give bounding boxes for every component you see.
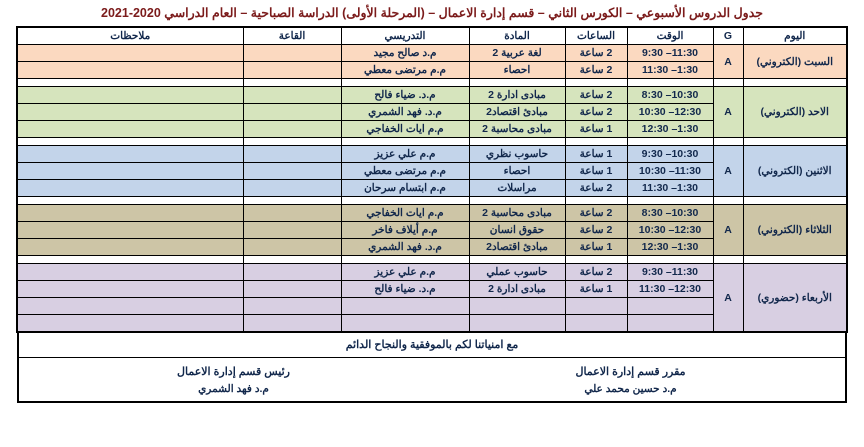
spacer-cell — [713, 256, 743, 264]
cell-teacher: م.م علي عزيز — [341, 146, 469, 163]
cell-time: 11:30 –1:30 — [627, 62, 713, 79]
header-subject: المادة — [469, 27, 565, 45]
spacer-cell — [743, 197, 847, 205]
cell-notes — [17, 264, 243, 281]
cell-notes — [17, 180, 243, 197]
cell-hours: 2 ساعة — [565, 264, 627, 281]
cell-notes — [17, 315, 243, 333]
cell-hall — [243, 45, 341, 62]
cell-hours: 1 ساعة — [565, 121, 627, 138]
cell-hours: 2 ساعة — [565, 45, 627, 62]
header-time: الوقت — [627, 27, 713, 45]
day-name-cell: الثلاثاء (الكتروني) — [743, 205, 847, 256]
spacer-cell — [17, 256, 243, 264]
cell-hall — [243, 205, 341, 222]
cell-hours: 2 ساعة — [565, 180, 627, 197]
cell-teacher: م.د. فهد الشمري — [341, 104, 469, 121]
cell-teacher: م.د صالح مجيد — [341, 45, 469, 62]
group-cell: A — [713, 87, 743, 138]
day-name-cell: الاحد (الكتروني) — [743, 87, 847, 138]
cell-notes — [17, 121, 243, 138]
spacer-cell — [565, 79, 627, 87]
table-row — [17, 87, 847, 104]
cell-notes — [17, 222, 243, 239]
footer-right-title: مقرر قسم إدارة الاعمال — [575, 366, 686, 378]
cell-notes — [17, 205, 243, 222]
cell-teacher: م.م أيلاف فاخر — [341, 222, 469, 239]
footer-signatures — [19, 358, 845, 401]
table-row — [17, 45, 847, 62]
cell-hall — [243, 264, 341, 281]
cell-subject: مبادى محاسبة 2 — [469, 205, 565, 222]
cell-hall — [243, 87, 341, 104]
cell-time — [627, 315, 713, 333]
cell-notes — [17, 104, 243, 121]
spacer-cell — [627, 256, 713, 264]
day-name-cell: السبت (الكتروني) — [743, 45, 847, 79]
group-cell: A — [713, 45, 743, 79]
cell-teacher: م.د. فهد الشمري — [341, 239, 469, 256]
cell-time: 11:30 –1:30 — [627, 180, 713, 197]
cell-hall — [243, 298, 341, 315]
cell-notes — [17, 281, 243, 298]
cell-subject: مبادئ اقتصاد2 — [469, 104, 565, 121]
cell-subject: مبادى ادارة 2 — [469, 281, 565, 298]
group-cell: A — [713, 146, 743, 197]
spacer-cell — [565, 256, 627, 264]
cell-hours: 2 ساعة — [565, 87, 627, 104]
cell-time: 11:30 –12:30 — [627, 281, 713, 298]
spacer-cell — [627, 79, 713, 87]
cell-time: 12:30 –1:30 — [627, 239, 713, 256]
spacer-cell — [17, 197, 243, 205]
cell-hours: 1 ساعة — [565, 281, 627, 298]
spacer-cell — [243, 138, 341, 146]
cell-notes — [17, 87, 243, 104]
cell-subject — [469, 315, 565, 333]
spacer-cell — [743, 256, 847, 264]
cell-hall — [243, 146, 341, 163]
spacer-cell — [713, 138, 743, 146]
row-spacer — [17, 197, 847, 205]
cell-time — [627, 298, 713, 315]
spacer-cell — [469, 138, 565, 146]
table-row — [17, 264, 847, 281]
table-row — [17, 205, 847, 222]
cell-hours: 2 ساعة — [565, 104, 627, 121]
cell-teacher: م.م ايات الخفاجي — [341, 121, 469, 138]
spacer-cell — [341, 79, 469, 87]
spacer-cell — [17, 79, 243, 87]
cell-hours: 1 ساعة — [565, 239, 627, 256]
footer-left-title: رئيس قسم إدارة الاعمال — [177, 366, 290, 378]
cell-hall — [243, 239, 341, 256]
header-teacher: التدريسي — [341, 27, 469, 45]
footer-right-signature — [432, 364, 829, 397]
cell-teacher: م.د. ضياء فالح — [341, 87, 469, 104]
page-title: جدول الدروس الأسبوعي – الكورس الثاني – قسم إدارة الاعمال – (المرحلة الأولى) الدراسة الصباحية – العام الدراسي 2020-2021 — [101, 6, 763, 20]
table-body — [17, 45, 847, 333]
footer-left-name: م.د فهد الشمري — [198, 383, 269, 396]
cell-teacher: م.م علي عزيز — [341, 264, 469, 281]
spacer-cell — [627, 138, 713, 146]
header-g: G — [713, 27, 743, 45]
row-spacer — [17, 256, 847, 264]
cell-subject: مبادى محاسبة 2 — [469, 121, 565, 138]
cell-notes — [17, 298, 243, 315]
cell-time: 9:30 –10:30 — [627, 146, 713, 163]
cell-hours: 2 ساعة — [565, 62, 627, 79]
cell-subject: لغة عربية 2 — [469, 45, 565, 62]
cell-hours: 1 ساعة — [565, 163, 627, 180]
spacer-cell — [341, 256, 469, 264]
cell-hours: 1 ساعة — [565, 146, 627, 163]
cell-subject: مبادى ادارة 2 — [469, 87, 565, 104]
cell-hall — [243, 62, 341, 79]
cell-subject: احصاء — [469, 62, 565, 79]
footer-right-name: م.د حسين محمد علي — [584, 383, 677, 396]
cell-teacher: م.م ابتسام سرحان — [341, 180, 469, 197]
cell-hall — [243, 163, 341, 180]
spacer-cell — [341, 197, 469, 205]
cell-teacher — [341, 315, 469, 333]
footer-wish: مع امنياتنا لكم بالموفقية والنجاح الدائم — [19, 333, 845, 358]
cell-notes — [17, 146, 243, 163]
day-name-cell: الأربعاء (حضوري) — [743, 264, 847, 333]
spacer-cell — [713, 197, 743, 205]
footer — [17, 333, 847, 403]
group-cell: A — [713, 264, 743, 333]
cell-hours — [565, 298, 627, 315]
cell-time: 10:30 –12:30 — [627, 104, 713, 121]
cell-teacher: م.م ايات الخفاجي — [341, 205, 469, 222]
cell-notes — [17, 45, 243, 62]
cell-subject: حاسوب عملي — [469, 264, 565, 281]
spacer-cell — [243, 79, 341, 87]
table-header — [17, 27, 847, 45]
cell-subject: مراسلات — [469, 180, 565, 197]
spacer-cell — [243, 256, 341, 264]
spacer-cell — [627, 197, 713, 205]
cell-teacher: م.م مرتضى معطي — [341, 163, 469, 180]
cell-time: 10:30 –12:30 — [627, 222, 713, 239]
cell-hours: 2 ساعة — [565, 222, 627, 239]
header-row — [17, 27, 847, 45]
footer-left-signature — [35, 364, 432, 397]
cell-hours: 2 ساعة — [565, 205, 627, 222]
spacer-cell — [469, 79, 565, 87]
cell-hours — [565, 315, 627, 333]
cell-subject: احصاء — [469, 163, 565, 180]
cell-hall — [243, 222, 341, 239]
cell-time: 9:30 –11:30 — [627, 45, 713, 62]
weekly-schedule-table — [16, 26, 848, 333]
spacer-cell — [17, 138, 243, 146]
cell-hall — [243, 180, 341, 197]
group-cell: A — [713, 205, 743, 256]
cell-hall — [243, 104, 341, 121]
header-hall: القاعة — [243, 27, 341, 45]
cell-time: 9:30 –11:30 — [627, 264, 713, 281]
spacer-cell — [469, 256, 565, 264]
cell-time: 12:30 –1:30 — [627, 121, 713, 138]
cell-time: 8:30 –10:30 — [627, 87, 713, 104]
spacer-cell — [565, 138, 627, 146]
cell-time: 8:30 –10:30 — [627, 205, 713, 222]
cell-hall — [243, 121, 341, 138]
spacer-cell — [743, 138, 847, 146]
header-hours: الساعات — [565, 27, 627, 45]
cell-teacher: م.د. ضياء فالح — [341, 281, 469, 298]
row-spacer — [17, 79, 847, 87]
header-notes: ملاحظات — [17, 27, 243, 45]
spacer-cell — [341, 138, 469, 146]
cell-subject: حقوق انسان — [469, 222, 565, 239]
day-name-cell: الاثنين (الكتروني) — [743, 146, 847, 197]
cell-notes — [17, 239, 243, 256]
cell-notes — [17, 163, 243, 180]
cell-subject — [469, 298, 565, 315]
cell-notes — [17, 62, 243, 79]
cell-teacher — [341, 298, 469, 315]
cell-hall — [243, 315, 341, 333]
spacer-cell — [713, 79, 743, 87]
spacer-cell — [243, 197, 341, 205]
cell-teacher: م.م مرتضى معطي — [341, 62, 469, 79]
spacer-cell — [743, 79, 847, 87]
spacer-cell — [565, 197, 627, 205]
header-day: اليوم — [743, 27, 847, 45]
row-spacer — [17, 138, 847, 146]
cell-hall — [243, 281, 341, 298]
cell-subject: مبادئ اقتصاد2 — [469, 239, 565, 256]
table-row — [17, 146, 847, 163]
cell-time: 10:30 –11:30 — [627, 163, 713, 180]
cell-subject: حاسوب نظري — [469, 146, 565, 163]
spacer-cell — [469, 197, 565, 205]
